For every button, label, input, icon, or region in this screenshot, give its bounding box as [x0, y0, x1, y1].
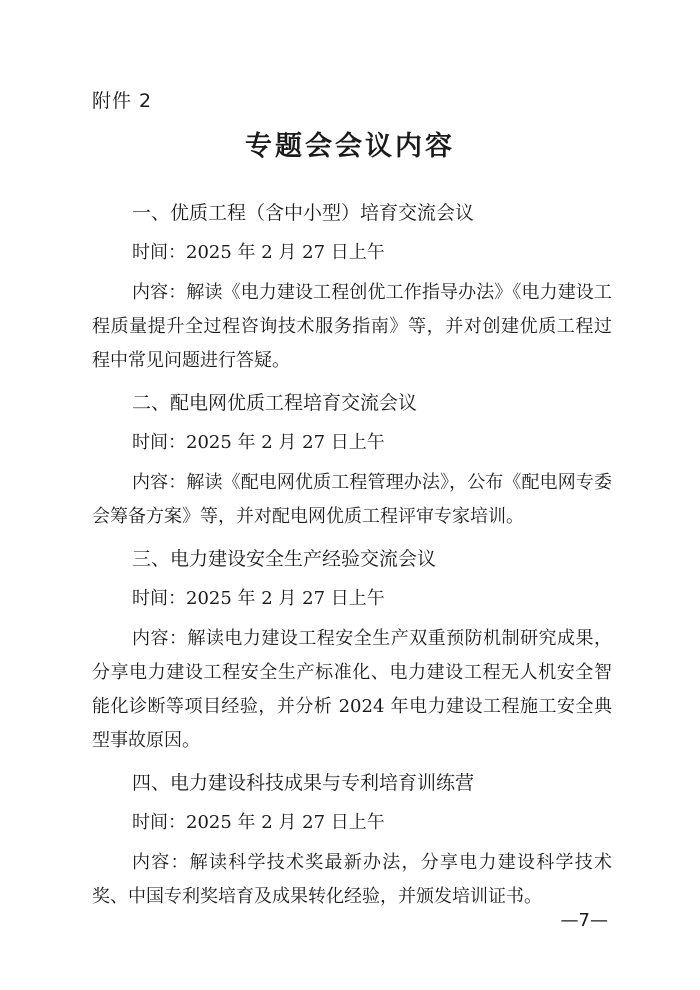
document-body	[92, 196, 612, 914]
section-3	[92, 542, 612, 758]
section-content: 内容：解读《配电网优质工程管理办法》，公布《配电网专委会筹备方案》等，并对配电网优质工程评审专家培训。	[92, 472, 612, 527]
section-1	[92, 196, 612, 378]
section-heading: 二、配电网优质工程培育交流会议	[132, 392, 418, 414]
section-time: 时间：2025 年 2 月 27 日上午	[132, 242, 385, 263]
section-heading: 一、优质工程（含中小型）培育交流会议	[132, 202, 475, 224]
section-heading: 三、电力建设安全生产经验交流会议	[132, 548, 437, 570]
section-2	[92, 386, 612, 534]
section-time: 时间：2025 年 2 月 27 日上午	[132, 588, 385, 609]
section-content: 内容：解读电力建设工程安全生产双重预防机制研究成果，分享电力建设工程安全生产标准化、电力建设工程无人机安全智能化诊断等项目经验，并分析 2024 年电力建设工程施工安全典型事故原因。	[92, 628, 612, 751]
section-heading: 四、电力建设科技成果与专利培育训练营	[132, 772, 475, 794]
section-time: 时间：2025 年 2 月 27 日上午	[132, 432, 385, 453]
page-title: 专题会会议内容	[245, 131, 455, 162]
page-number: —7—	[560, 910, 608, 931]
attachment-label: 附件 2	[92, 90, 153, 112]
section-4	[92, 766, 612, 914]
section-content: 内容：解读《电力建设工程创优工作指导办法》《电力建设工程质量提升全过程咨询技术服务指南》等，并对创建优质工程过程中常见问题进行答疑。	[92, 282, 612, 371]
section-time: 时间：2025 年 2 月 27 日上午	[132, 812, 385, 833]
section-content: 内容：解读科学技术奖最新办法，分享电力建设科学技术奖、中国专利奖培育及成果转化经验，并颁发培训证书。	[92, 852, 612, 907]
